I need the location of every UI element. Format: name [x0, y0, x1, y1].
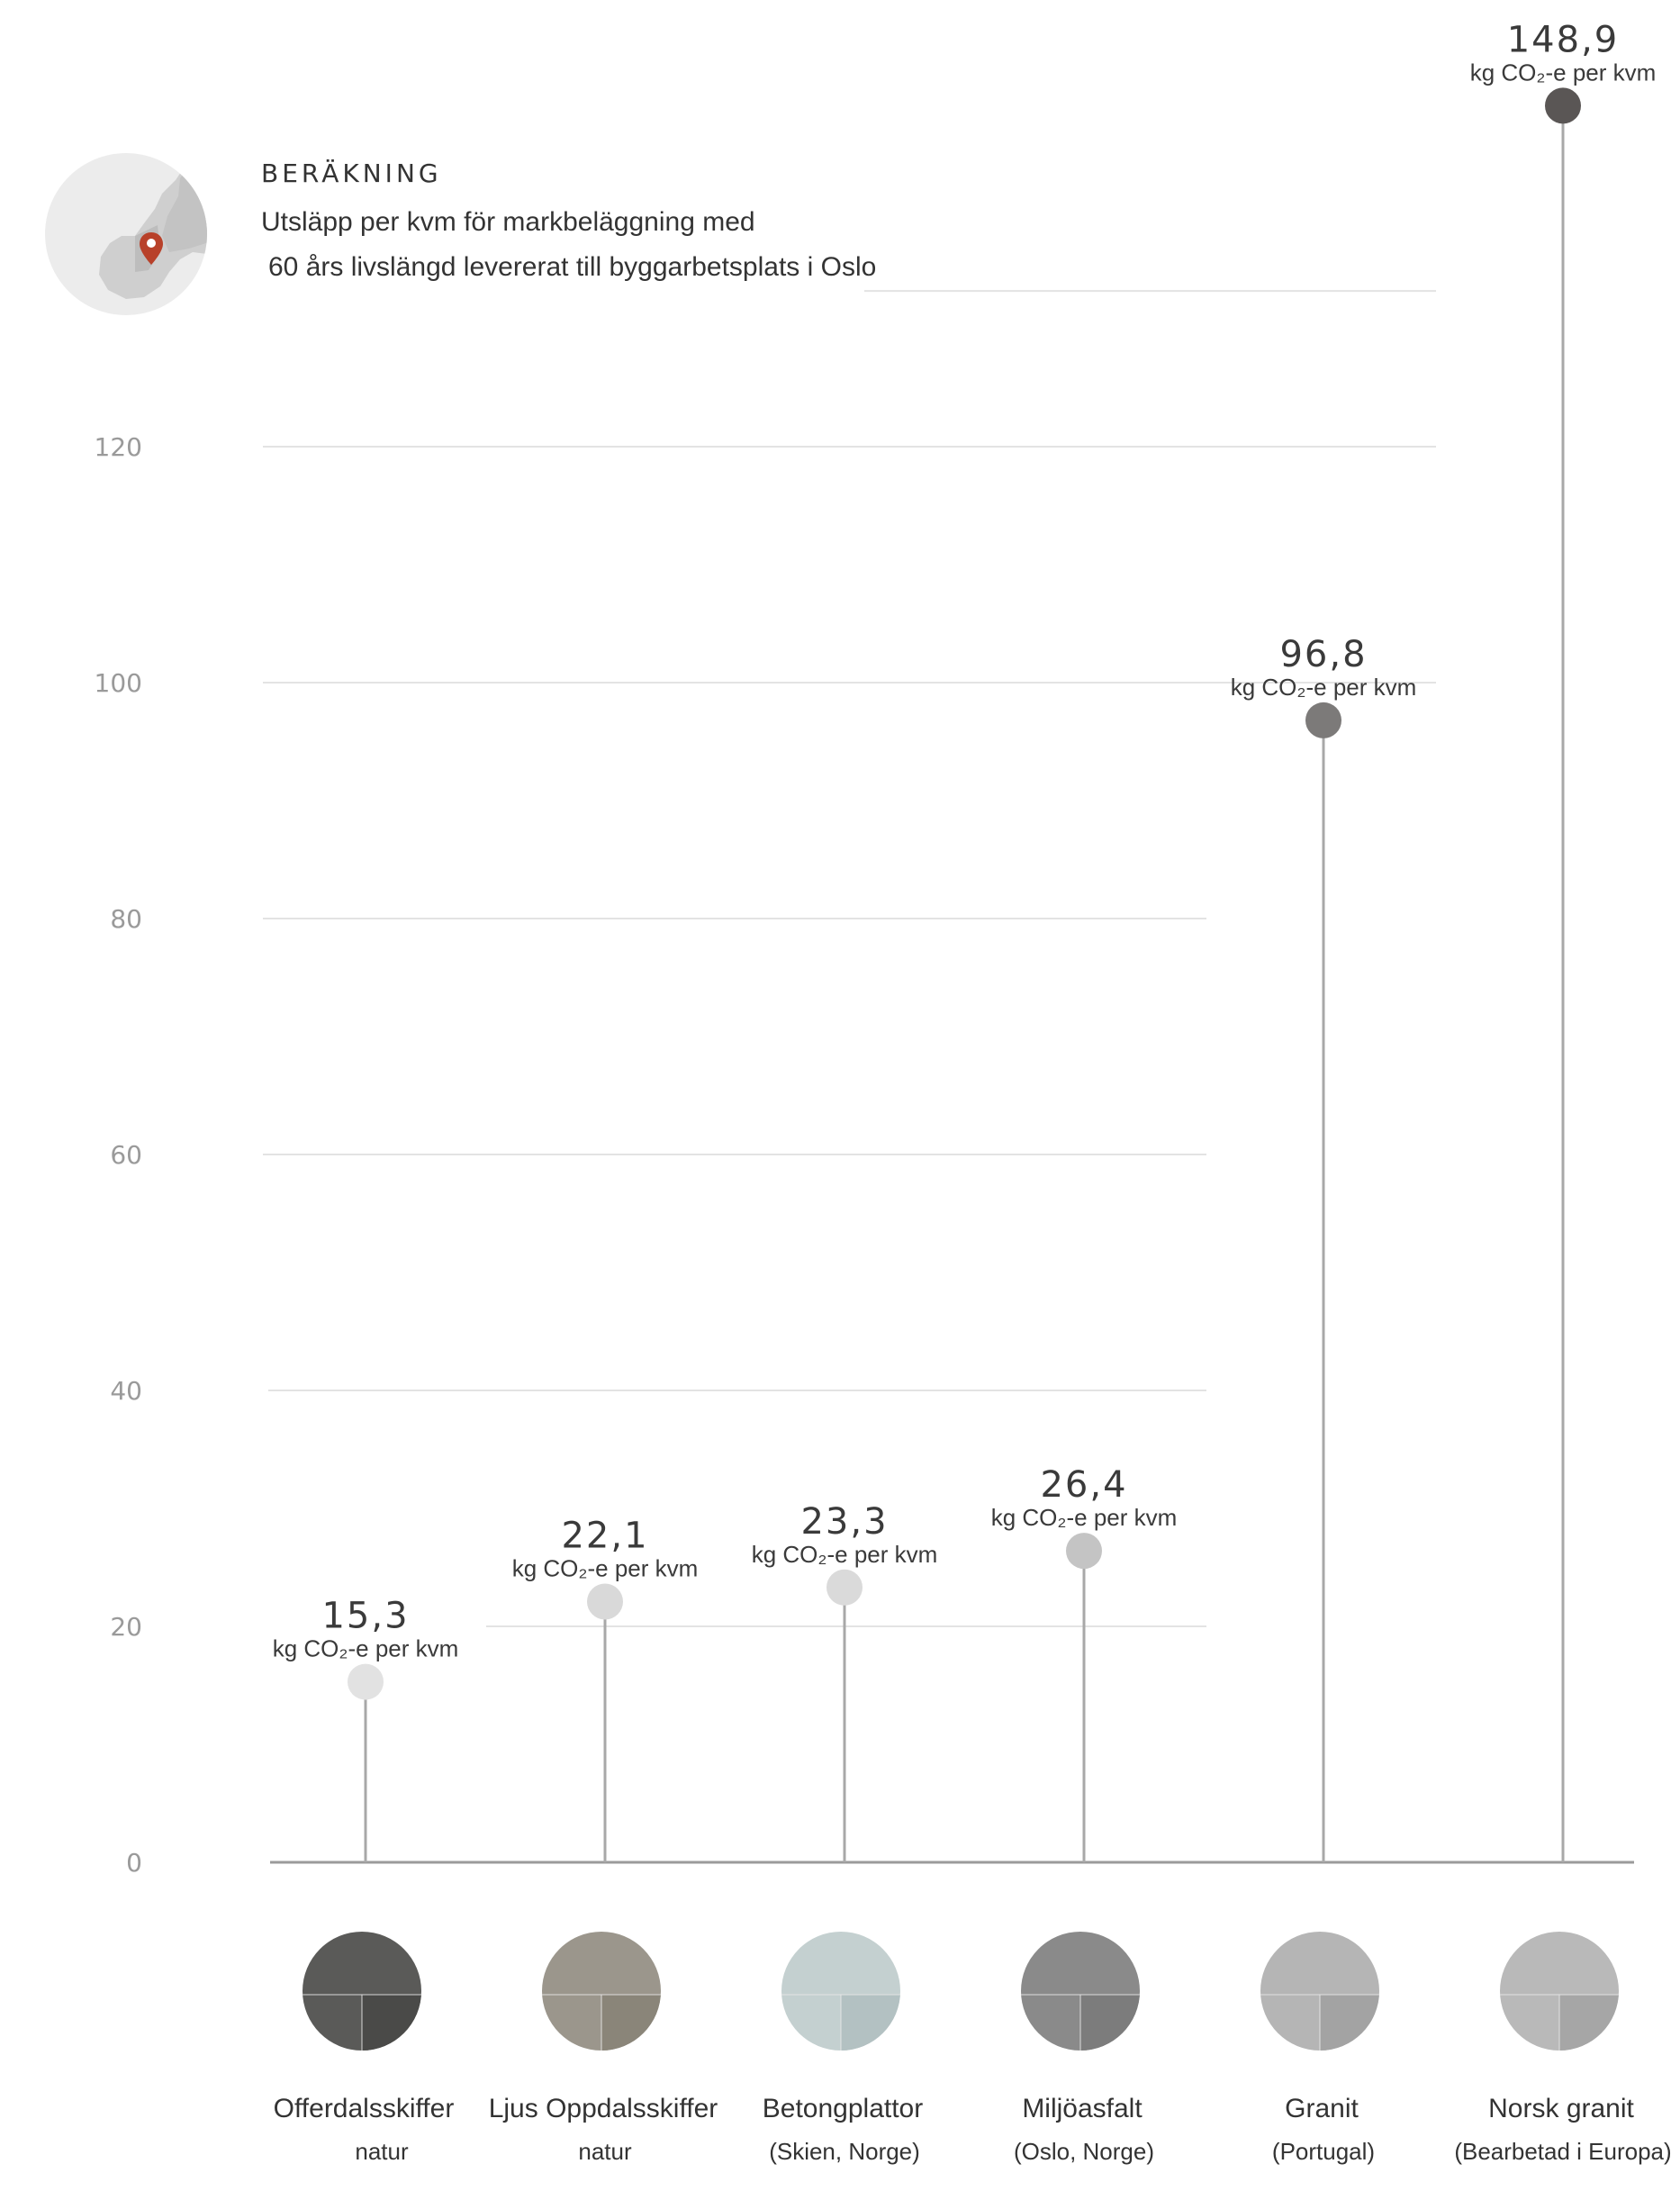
- data-value-label: 148,9: [1506, 19, 1620, 61]
- material-swatch: [1498, 1930, 1624, 2056]
- y-tick-label: 60: [110, 1140, 142, 1170]
- y-tick-label: 120: [94, 432, 142, 462]
- material-swatches: [301, 1930, 1624, 2056]
- data-point: [348, 1664, 384, 1700]
- unit-label: kg CO₂-e per kvm: [1469, 59, 1657, 86]
- material-swatch: [1019, 1930, 1145, 2056]
- stems: [366, 105, 1563, 1862]
- data-value-label: 15,3: [321, 1595, 410, 1637]
- category-label: Offerdalsskiffer: [273, 2094, 455, 2123]
- data-value-label: 96,8: [1279, 633, 1368, 675]
- chart-subtitle-line1: Utsläpp per kvm för markbeläggning med: [261, 207, 755, 237]
- material-swatch: [780, 1930, 906, 2056]
- material-swatch: [540, 1930, 666, 2056]
- unit-label: kg CO₂-e per kvm: [511, 1554, 699, 1582]
- y-tick-label: 100: [94, 668, 142, 698]
- dots: [348, 87, 1581, 1699]
- unit-label: kg CO₂-e per kvm: [751, 1540, 938, 1568]
- grid-lines: [263, 291, 1436, 1626]
- norway-map-icon: [45, 151, 216, 315]
- category-sublabel: (Bearbetad i Europa): [1454, 2138, 1672, 2165]
- category-sublabel: (Oslo, Norge): [1013, 2138, 1155, 2165]
- category-label: Norsk granit: [1488, 2094, 1634, 2123]
- material-swatch: [301, 1930, 427, 2056]
- category-label: Miljöasfalt: [1022, 2094, 1143, 2123]
- category-sublabel: (Skien, Norge): [769, 2138, 920, 2165]
- data-value-label: 26,4: [1040, 1464, 1128, 1507]
- material-swatch: [1259, 1930, 1385, 2056]
- y-tick-label: 80: [110, 904, 142, 934]
- category-sublabel: (Portugal): [1271, 2138, 1376, 2165]
- data-point: [1305, 702, 1341, 738]
- data-value-label: 22,1: [561, 1515, 649, 1557]
- data-point: [1066, 1533, 1102, 1569]
- category-sublabel: natur: [578, 2138, 632, 2165]
- category-label: Betongplattor: [762, 2094, 924, 2123]
- data-point: [587, 1583, 623, 1619]
- y-tick-label: 20: [110, 1612, 142, 1642]
- category-label: Granit: [1285, 2094, 1359, 2123]
- data-point: [1545, 87, 1581, 123]
- y-tick-label: 40: [110, 1376, 142, 1406]
- category-label: Ljus Oppdalsskiffer: [488, 2094, 718, 2123]
- unit-label: kg CO₂-e per kvm: [272, 1634, 459, 1662]
- category-sublabel: natur: [355, 2138, 409, 2165]
- chart-subtitle-line2: 60 års livslängd levererat till byggarbetsplats i Oslo: [268, 252, 877, 282]
- data-value-label: 23,3: [800, 1500, 889, 1543]
- data-point: [826, 1570, 863, 1606]
- chart-kicker: BERÄKNING: [261, 158, 442, 188]
- unit-label: kg CO₂-e per kvm: [1230, 673, 1417, 701]
- category-labels: [274, 2094, 1672, 2165]
- y-tick-label: 0: [126, 1848, 142, 1878]
- unit-label: kg CO₂-e per kvm: [990, 1504, 1178, 1532]
